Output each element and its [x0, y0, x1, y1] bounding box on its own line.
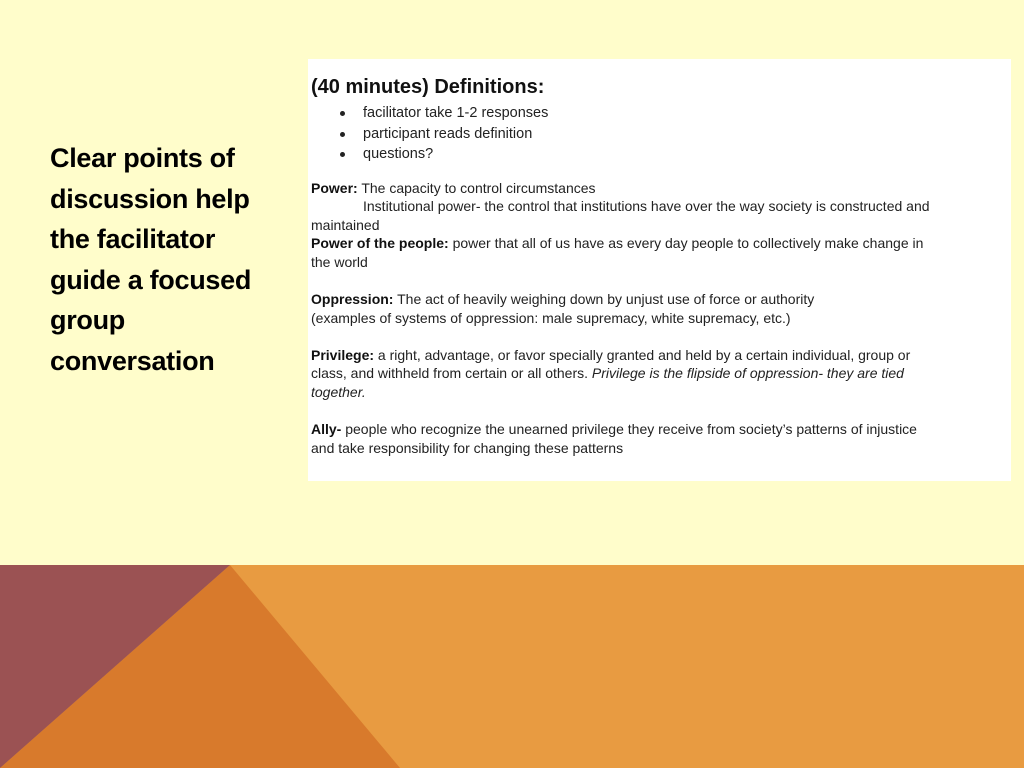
list-item: facilitator take 1-2 responses	[311, 103, 1011, 124]
definition-power	[311, 179, 1011, 198]
document-heading: (40 minutes) Definitions:	[311, 76, 545, 98]
caption-line: the facilitator	[50, 224, 216, 254]
caption-line: conversation	[50, 345, 215, 376]
caption-line: discussion help	[50, 183, 250, 214]
italic-note-line	[311, 383, 1011, 402]
definition-text-line	[311, 364, 1011, 383]
italic-note: together.	[311, 384, 366, 401]
term-label: Oppression:	[311, 291, 394, 308]
list-item: questions?	[311, 144, 1011, 165]
definition-text: Institutional power- the control that institutions have over the way society is constructed and	[363, 198, 930, 215]
definition-text: people who recognize the unearned privilege they receive from society’s patterns of injustice	[341, 421, 917, 438]
definition-text: maintained	[311, 216, 380, 233]
term-label: Power of the people:	[311, 235, 449, 252]
term-label: Power:	[311, 179, 358, 196]
definition-text: The act of heavily weighing down by unjust use of force or authority	[393, 291, 815, 308]
decorative-band	[0, 565, 1024, 768]
definition-power-of-the-people	[311, 234, 1011, 253]
list-item: participant reads definition	[311, 124, 1011, 145]
instruction-list	[311, 103, 1011, 165]
caption-line: group	[50, 305, 125, 335]
definition-text: The capacity to control circumstances	[357, 179, 596, 196]
decorative-shapes	[0, 565, 1024, 768]
definition-text: and take responsibility for changing these patterns	[311, 439, 624, 456]
slide-caption	[50, 138, 290, 381]
definition-text: the world	[311, 253, 368, 270]
definition-text: (examples of systems of oppression: male supremacy, white supremacy, etc.)	[311, 309, 791, 326]
definition-ally	[311, 420, 1011, 439]
definition-oppression	[311, 290, 1011, 309]
term-label: Ally-	[311, 421, 342, 438]
definition-text: class, and withheld from certain or all others.	[311, 365, 592, 382]
definition-text: a right, advantage, or favor specially granted and held by a certain individual, group or	[374, 346, 911, 363]
definition-text: power that all of us have as every day people to collectively make change in	[448, 235, 924, 252]
caption-line: Clear points of	[50, 143, 235, 173]
definitions-document-image	[308, 59, 1011, 481]
italic-note: Privilege is the flipside of oppression- they are tied	[591, 365, 904, 382]
definition-privilege	[311, 346, 1011, 365]
caption-line: guide a focused	[50, 264, 252, 295]
term-label: Privilege:	[311, 346, 375, 363]
